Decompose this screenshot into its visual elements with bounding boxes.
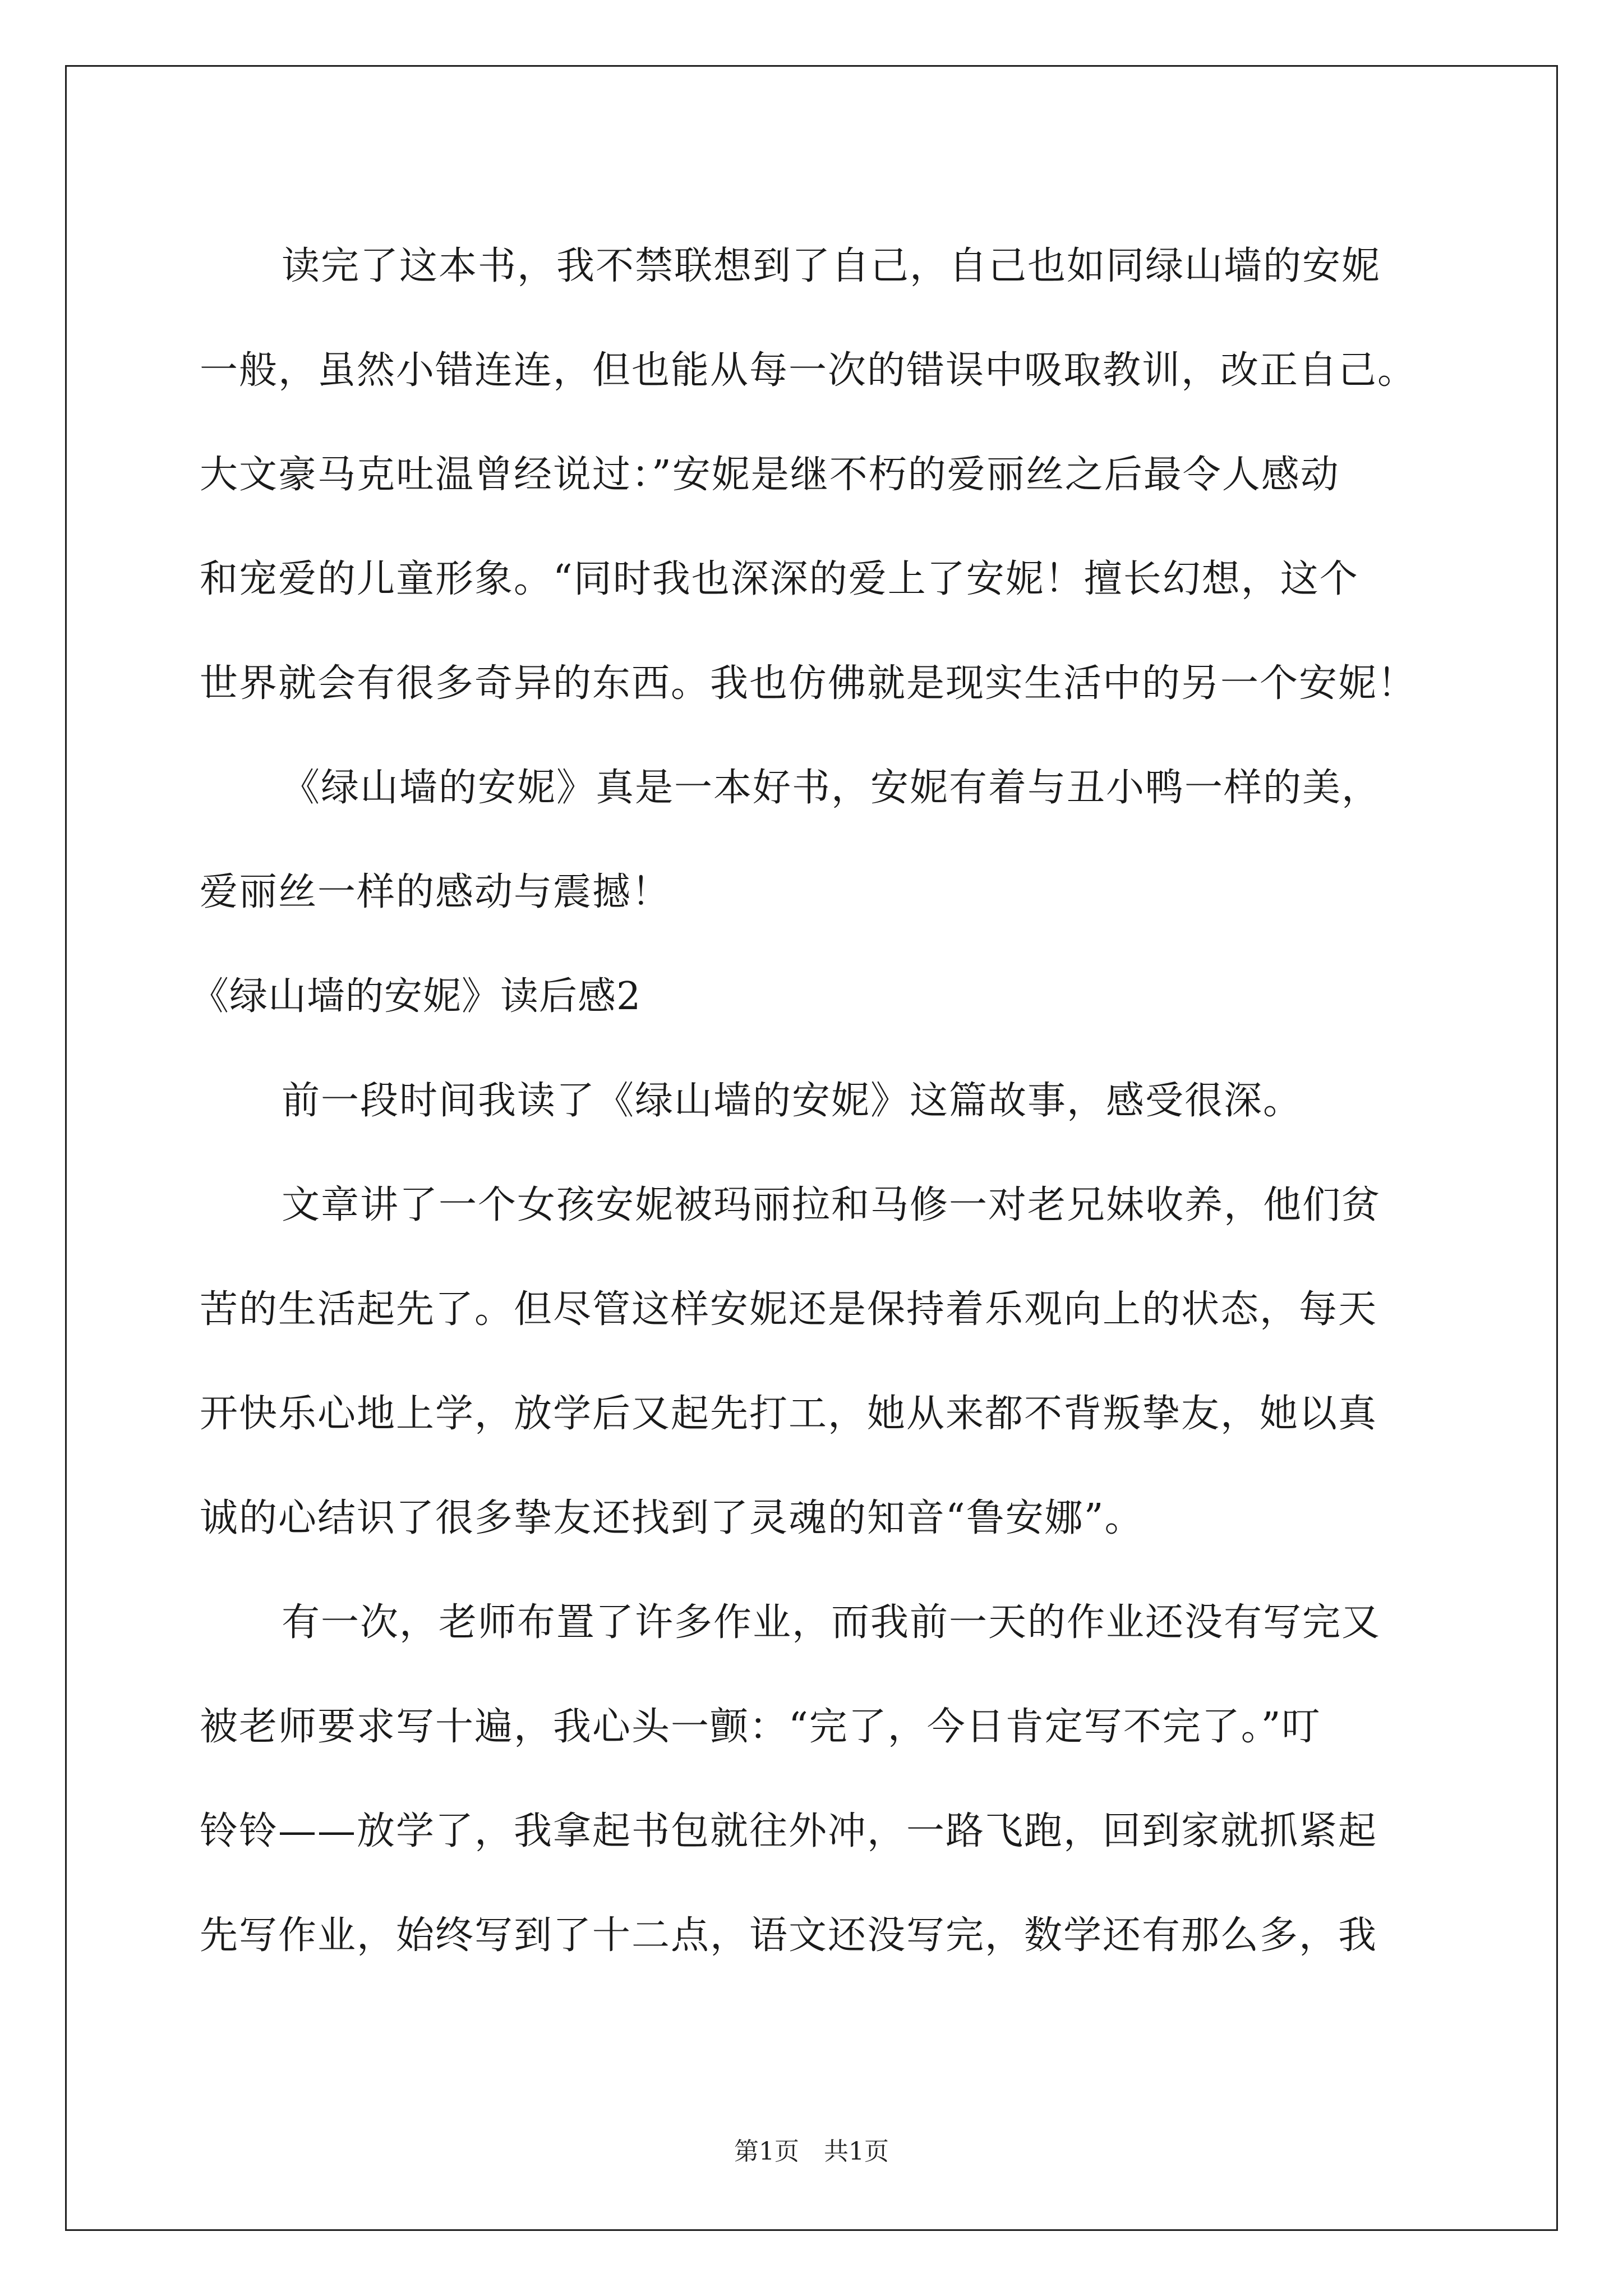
paragraph-line: 爱丽丝一样的感动与震撼！: [200, 870, 671, 914]
page-number: 第1页: [734, 2137, 799, 2166]
paragraph-line: 先写作业，始终写到了十二点，语文还没写完，数学还有那么多，我: [200, 1913, 1378, 1958]
paragraph-line: 诚的心结识了很多挚友还找到了灵魂的知音“鲁安娜”。: [200, 1496, 1144, 1540]
paragraph-line: 被老师要求写十遍，我心头一颤：“完了，今日肯定写不完了。”叮: [200, 1705, 1321, 1749]
paragraph-line: 苦的生活起先了。但尽管这样安妮还是保持着乐观向上的状态，每天: [200, 1287, 1378, 1332]
paragraph-line: 铃铃——放学了，我拿起书包就往外冲，一路飞跑，回到家就抓紧起: [200, 1809, 1378, 1853]
paragraph-line: 一般，虽然小错连连，但也能从每一次的错误中吸取教训，改正自己。: [200, 348, 1417, 393]
paragraph-line: 有一次，老师布置了许多作业，而我前一天的作业还没有写完又: [282, 1600, 1381, 1645]
paragraph-line: 文章讲了一个女孩安妮被玛丽拉和马修一对老兄妹收养，他们贫: [282, 1183, 1381, 1227]
page-footer: [0, 2135, 1623, 2169]
paragraph-line: 前一段时间我读了《绿山墙的安妮》这篇故事，感受很深。: [282, 1079, 1303, 1123]
paragraph-line: 《绿山墙的安妮》真是一本好书，安妮有着与丑小鸭一样的美，: [282, 766, 1381, 810]
paragraph-line: 世界就会有很多奇异的东西。我也仿佛就是现实生活中的另一个安妮！: [200, 661, 1417, 706]
section-heading: 《绿山墙的安妮》读后感2: [191, 974, 642, 1019]
paragraph-line: 开快乐心地上学，放学后又起先打工，她从来都不背叛挚友，她以真: [200, 1392, 1378, 1436]
paragraph-line: 和宠爱的儿童形象。“同时我也深深的爱上了安妮！擅长幻想，这个: [200, 557, 1359, 601]
paragraph-line: 读完了这本书，我不禁联想到了自己，自己也如同绿山墙的安妮: [282, 244, 1381, 288]
page-total: 共1页: [824, 2137, 889, 2166]
document-body: [191, 214, 1433, 1988]
paragraph-line: 大文豪马克吐温曾经说过：”安妮是继不朽的爱丽丝之后最令人感动: [200, 453, 1340, 497]
